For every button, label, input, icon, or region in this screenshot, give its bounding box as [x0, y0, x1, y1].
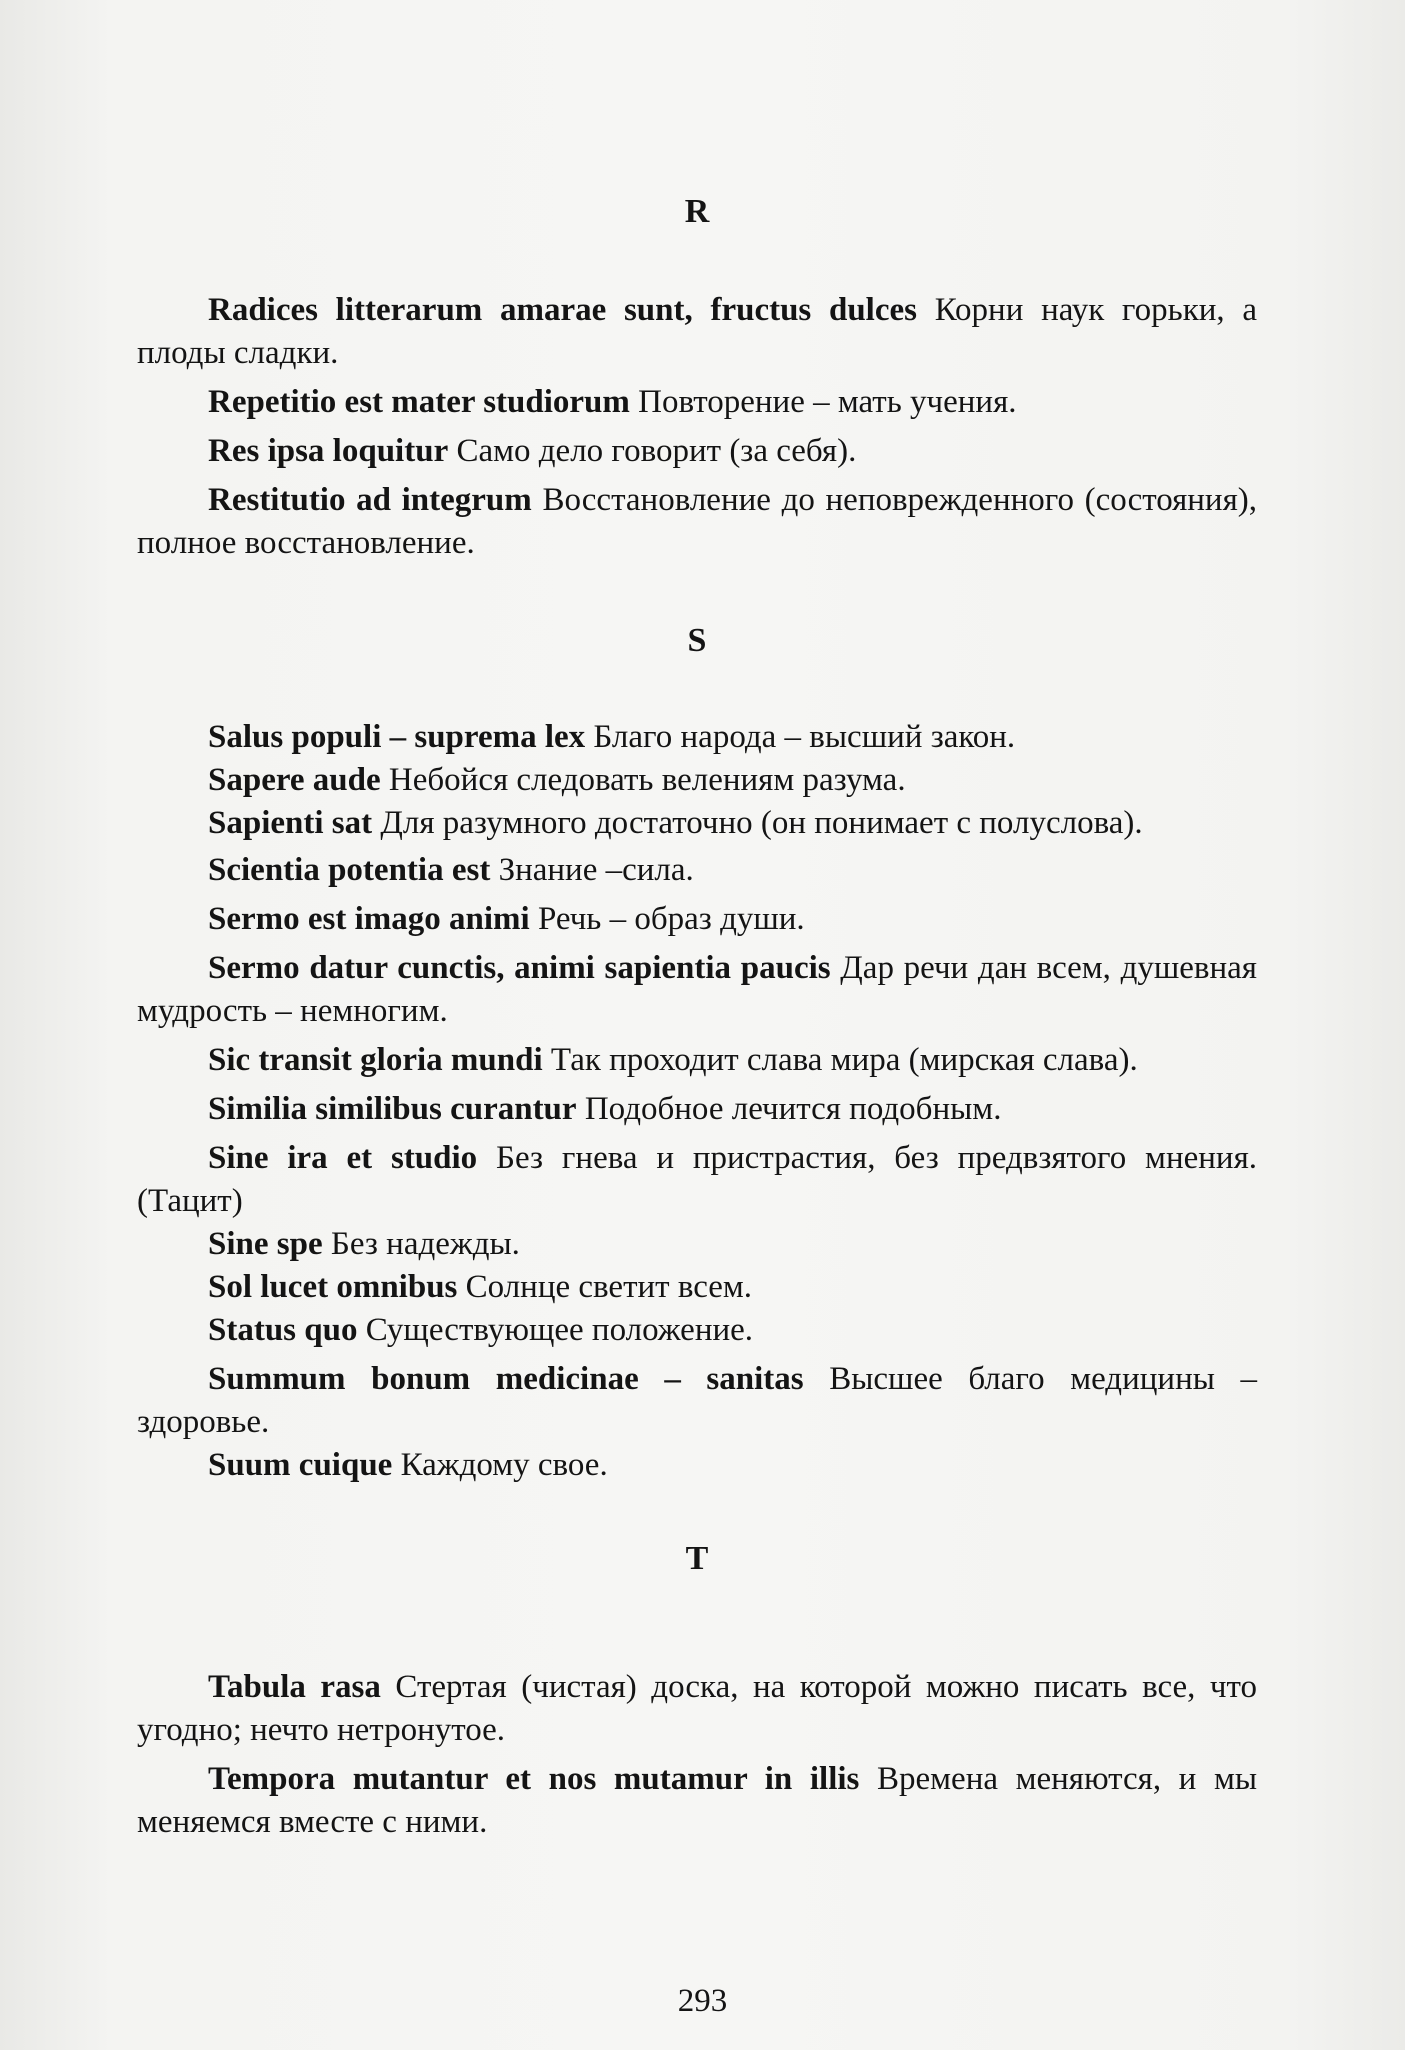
translation: Времена меняются, и мы меняемся вместе с ними. [137, 1761, 1257, 1840]
entry [137, 1309, 1257, 1352]
latin-term: Summum bonum medicinae – sanitas [208, 1361, 804, 1397]
entry [137, 1758, 1257, 1844]
translation: Речь – образ души. [537, 901, 805, 937]
section-letter-r: R [684, 193, 710, 230]
latin-term: Status quo [208, 1312, 358, 1348]
translation: Стертая (чистая) доска, на которой можно писать все, что угодно; нечто нетронутое. [137, 1669, 1257, 1748]
latin-term: Res ipsa loquitur [208, 433, 449, 469]
translation: Само дело говорит (за себя). [456, 433, 857, 469]
dictionary-content [137, 190, 1257, 1844]
entry [137, 716, 1257, 759]
entry [137, 1666, 1257, 1752]
latin-term: Tempora mutantur et nos mutamur in illis [208, 1761, 860, 1797]
entry [137, 898, 1257, 941]
latin-term: Radices litterarum amarae sunt, fructus dulces [208, 292, 917, 328]
latin-term: Similia similibus curantur [208, 1091, 577, 1127]
entry [137, 802, 1257, 845]
entry [137, 947, 1257, 1033]
entry [137, 1358, 1257, 1444]
latin-term: Sermo datur cunctis, animi sapientia paucis [208, 950, 831, 986]
entry [137, 381, 1257, 424]
entry [137, 1137, 1257, 1223]
translation: Небойся следовать велениям разума. [388, 762, 906, 798]
latin-term: Sapienti sat [208, 805, 373, 841]
translation: Для разумного достаточно (он понимает с полуслова). [380, 805, 1143, 841]
translation: Без гнева и пристрастия, без предвзятого мнения. (Тацит) [137, 1140, 1258, 1219]
entry [137, 1266, 1257, 1309]
latin-term: Sermo est imago animi [208, 901, 530, 937]
entry [137, 1039, 1257, 1082]
latin-term: Repetitio est mater studiorum [208, 384, 630, 420]
entry [137, 430, 1257, 473]
latin-term: Sic transit gloria mundi [208, 1042, 543, 1078]
translation: Благо народа – высший закон. [593, 719, 1016, 755]
translation: Восстановление до неповрежденного (состояния), полное восстановление. [137, 482, 1258, 561]
entry [137, 849, 1257, 892]
entry [137, 479, 1257, 565]
latin-term: Sine ira et studio [208, 1140, 478, 1176]
entry [137, 759, 1257, 802]
latin-term: Sapere aude [208, 762, 381, 798]
latin-term: Suum cuique [208, 1447, 393, 1483]
translation: Знание –сила. [498, 852, 694, 888]
latin-term: Tabula rasa [208, 1669, 381, 1705]
latin-term: Sine spe [208, 1226, 323, 1262]
translation: Дар речи дан всем, душевная мудрость – немногим. [137, 950, 1257, 1029]
translation: Подобное лечится подобным. [584, 1091, 1002, 1127]
entry [137, 1444, 1257, 1487]
section-letter-t: T [685, 1540, 709, 1577]
entry [137, 289, 1257, 375]
section-letter-s: S [687, 622, 707, 659]
translation: Так проходит слава мира (мирская слава). [550, 1042, 1138, 1078]
translation: Каждому свое. [400, 1447, 608, 1483]
translation: Высшее благо медицины – здоровье. [137, 1361, 1258, 1440]
latin-term: Restitutio ad integrum [208, 482, 532, 518]
translation: Без надежды. [330, 1226, 520, 1262]
translation: Повторение – мать учения. [638, 384, 1017, 420]
entry [137, 1088, 1257, 1131]
latin-term: Salus populi – suprema lex [208, 719, 586, 755]
translation: Корни наук горьки, а плоды сладки. [137, 292, 1257, 371]
entry [137, 1223, 1257, 1266]
translation: Существующее положение. [365, 1312, 754, 1348]
latin-term: Sol lucet omnibus [208, 1269, 458, 1305]
page-number: 293 [677, 1983, 728, 2019]
translation: Солнце светит всем. [465, 1269, 753, 1305]
latin-term: Scientia potentia est [208, 852, 491, 888]
